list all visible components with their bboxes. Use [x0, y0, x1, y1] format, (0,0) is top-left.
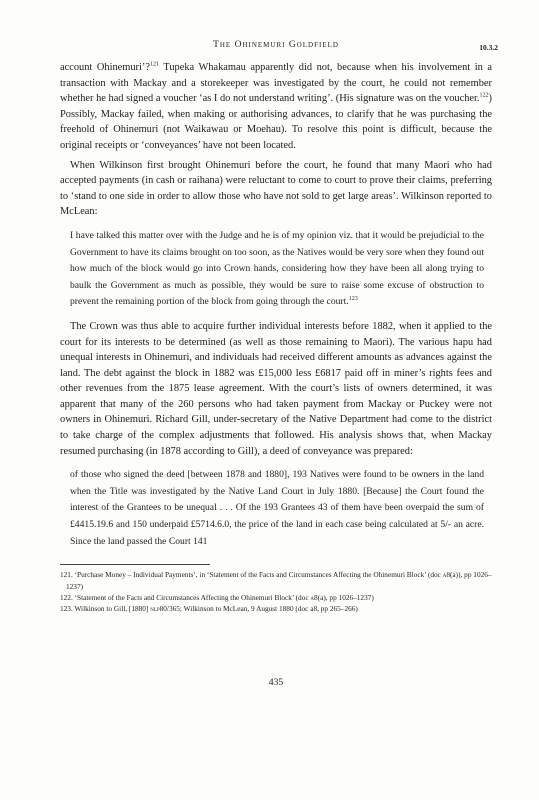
- text-run: (a), pp 1026–1237): [317, 593, 374, 603]
- running-head: The Ohinemuri Goldfield: [213, 40, 339, 50]
- paragraph-1: [60, 60, 492, 154]
- text-run: I have talked this matter over with the Judge and he is of my opinion viz. that it would be prejudicial to the Government to have its claims brought on too soon, as the Natives would be very sore when they found out how much of the block would go into Crown hands, considering how they have been all along trying to baulk the Government as much as possible, they would be sure to raise some excuse of obstruction to prevent the remaining portion of the block from going through the court.: [70, 229, 484, 308]
- text-run: ; Wilkinson to McLean, 9 August 1880 (doc a8, pp 265–266): [179, 604, 358, 614]
- footnote-122: [60, 592, 492, 603]
- quote-text: [70, 228, 484, 311]
- footnote-ref-121[interactable]: 121: [149, 61, 159, 68]
- page-number: 435: [268, 677, 284, 688]
- block-quote-1: [70, 228, 484, 311]
- text-run: Tupeka Whakamau apparently did not, because when his involvement in a transaction with Mackay and a storekeeper was investigated by the court, he could not remember whether he had signed a voucher ‘as I do not understand writing’. (His signature was on the voucher.: [60, 62, 492, 105]
- paragraph-3: The Crown was thus able to acquire further individual interests before 1882, when it applied to the court for its interests to be determined (as well as those remaining to Maori). The various hapu had unequal interests in Ohinemuri, and individuals had received different amounts as advances against the land. The debt against the block in 1882 was £15,000 less £6817 paid off in miner’s rights fees and other revenues from the 1875 lease agreement. With the court’s lists of owners determined, it was apparent that many of the 260 persons who had taken payment from Mackay or Puckey were not owners in Ohinemuri. Richard Gill, under-secretary of the Native Department had come to the district to take charge of the complex adjustments that followed. His analysis shows that, when Mackay resumed purchasing (in 1878 according to Gill), a deed of conveyance was prepared:: [60, 320, 492, 457]
- text-run: (a)), pp 1026–1237): [66, 570, 492, 591]
- text-run: ) Possibly, Mackay failed, when making or authorising advances, to clarify that he was purchasing the freehold of Ohinemuri (not Waikawau or Moehau). To resolve this point is difficult, because the original receipts or ‘conveyances’ have not been located.: [60, 93, 492, 151]
- footnote-rule: [60, 564, 210, 565]
- footnote-123: [60, 603, 492, 614]
- document-page: [60, 40, 498, 688]
- text-run: 122. ‘Statement of the Facts and Circumstances Affecting the Ohinemuri Block’ (doc: [60, 593, 311, 603]
- block-quote-2: [70, 467, 484, 550]
- footnote-ref-122[interactable]: 122: [479, 92, 489, 99]
- footnote-ref-123[interactable]: 123: [348, 296, 358, 303]
- section-number: 10.3.2: [479, 43, 498, 52]
- text-run: account Ohinemuri’?: [60, 62, 150, 73]
- text-run: 123. Wilkinson to Gill, [1880]: [60, 604, 151, 614]
- doc-ref: nlp80/365: [150, 604, 180, 614]
- quote-text: of those who signed the deed [between 1878 and 1880], 193 Natives were found to be owners in the land when the Title was investigated by the Native Land Court in July 1880. [Because] the Court found the interest of the Grantees to be unequal . . . Of the 193 Grantees 43 of them have been overpaid the sum of £4415.19.6 and 150 underpaid £5714.6.0, the price of the land in each case being calculated at 5/- an acre. Since the land passed the Court 141: [70, 469, 484, 547]
- paragraph-2: When Wilkinson first brought Ohinemuri before the court, he found that many Maori who had accepted payments (in cash or raihana) were reluctant to come to court to prove their claims, preferring to ‘stand to one side in order to allow those who have not sold to get large areas’. Wilkinson reported to McLean:: [60, 159, 492, 218]
- doc-ref: a8: [310, 593, 318, 603]
- text-run: 121. ‘Purchase Money – Individual Payments’, in ‘Statement of the Facts and Circumstances Affecting the Ohinemuri Block’ (doc: [60, 570, 443, 580]
- footnote-121: [60, 569, 492, 592]
- footnotes: [60, 569, 492, 615]
- doc-ref: a8: [442, 570, 450, 580]
